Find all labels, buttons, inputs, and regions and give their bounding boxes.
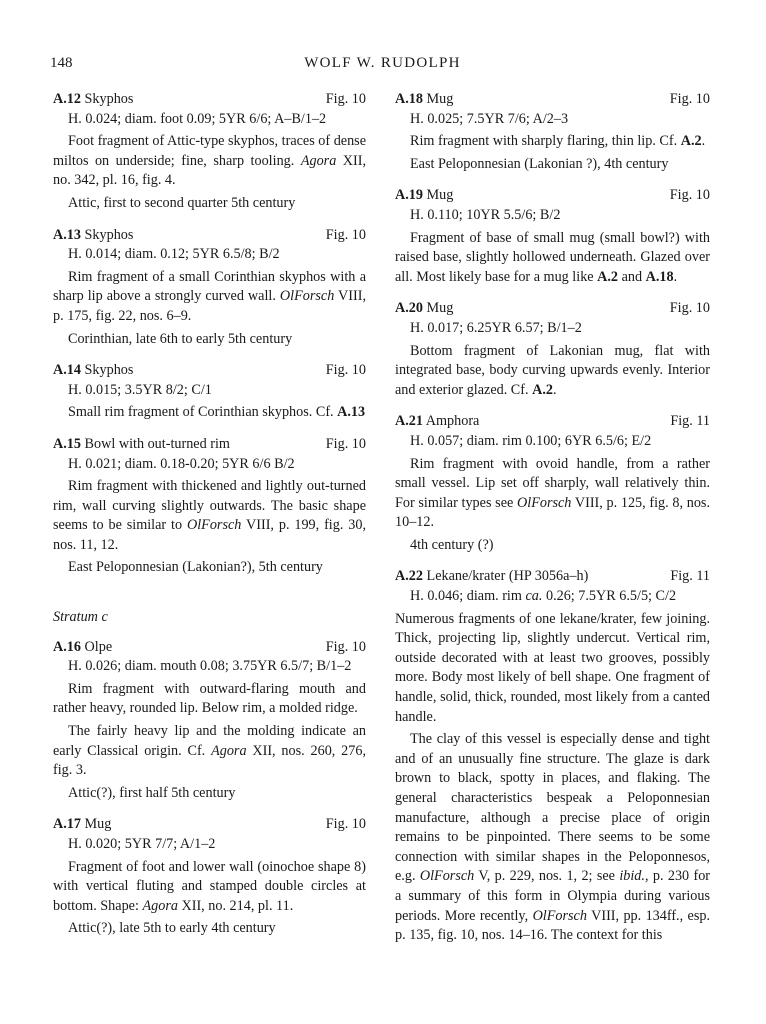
entry-title (53, 435, 366, 455)
catalog-entry-a13 (53, 226, 366, 350)
entry-number: A.12 (53, 91, 81, 107)
description: Rim fragment with sharply flaring, thin lip. Cf. A.2. (410, 133, 706, 150)
measurements: H. 0.057; diam. rim 0.100; 6YR 6.5/6; E/2 (410, 432, 652, 449)
entry-title (53, 226, 366, 246)
figure-ref: Fig. 10 (325, 362, 366, 379)
entry-name: Skyphos (84, 91, 134, 107)
figure-ref: Fig. 11 (670, 413, 710, 430)
description: Rim fragment with ovoid handle, from a rather small vessel. Lip set off sharply, wall relatively thin. For similar types see OlForsch VIII, p. 125, fig. 8, nos. 10–12. (395, 455, 710, 531)
entry-name: Bowl with out-turned rim (84, 435, 230, 452)
figure-ref: Fig. 10 (669, 300, 710, 317)
entry-title (53, 90, 366, 110)
entry-title (395, 412, 710, 432)
description: Fragment of base of small mug (small bowl?) with raised base, slightly hollowed underneath. Glazed over all. Most likely base for a mug like A.2 and A.18. (395, 229, 710, 285)
page-number: 148 (50, 55, 73, 71)
catalog-entry-a16 (53, 638, 366, 804)
entry-title (395, 299, 710, 319)
measurements: H. 0.024; diam. foot 0.09; 5YR 6/6; A–B/1–2 (68, 110, 327, 127)
description: Rim fragment with outward-flaring mouth and rather heavy, rounded lip. Below rim, a molded ridge. (53, 680, 366, 717)
catalog-entry-a14 (53, 361, 366, 423)
measurements: H. 0.014; diam. 0.12; 5YR 6.5/8; B/2 (68, 246, 280, 263)
entry-number: A.13 (53, 226, 81, 243)
dating: Attic(?), first half 5th century (68, 784, 236, 801)
entry-number: A.22 (395, 568, 423, 585)
dating: East Peloponnesian (Lakonian?), 5th century (68, 559, 323, 576)
measurements: H. 0.020; 5YR 7/7; A/1–2 (68, 836, 216, 852)
entry-name: Skyphos (84, 226, 134, 243)
figure-ref: Fig. 10 (325, 638, 366, 655)
entry-name: Mug (426, 300, 454, 317)
catalog-entry-a18 (395, 90, 710, 174)
description: Numerous fragments of one lekane/krater, few joining. Thick, projecting lip, slightly undercut. Vertical rim, outside decorated with at least two grooves, possibly more. Body most likely of bell shape. One fragment of handle, solid, thick, rounded, most likely from a canted handle. (395, 610, 710, 725)
commentary: The clay of this vessel is especially dense and tight and of an unusually fine structure. The glaze is dark brown to black, spotty in places, and flaking. The general characteristics bespeak a Peloponnesian manufacture, although a precise place of origin remains to be pinpointed. There seems to be some connection with similar shapes in the Peloponnesos, e.g. OlForsch V, p. 229, nos. 1, 2; see ibid., p. 230 for a summary of this form in Olympia during various periods. More recently, OlForsch VIII, pp. 134ff., esp. p. 135, fig. 10, nos. 14–16. The context for this (395, 731, 711, 944)
entry-name: Amphora (425, 413, 480, 430)
entry-title (53, 638, 366, 658)
figure-ref: Fig. 10 (325, 435, 366, 452)
catalog-entry-a17 (53, 815, 366, 939)
right-column (395, 90, 710, 958)
entry-number: A.20 (395, 300, 423, 317)
measurements: H. 0.026; diam. mouth 0.08; 3.75YR 6.5/7; B/1–2 (68, 658, 352, 675)
entry-number: A.17 (53, 816, 81, 833)
entry-name: Mug (426, 187, 454, 204)
catalog-entry-a19 (395, 186, 710, 287)
description: Small rim fragment of Corinthian skyphos. Cf. A.13 (68, 404, 366, 421)
measurements: H. 0.017; 6.25YR 6.57; B/1–2 (410, 319, 582, 336)
entry-number: A.19 (395, 187, 423, 204)
description: Fragment of foot and lower wall (oinochoe shape 8) with vertical fluting and stamped double circles at bottom. Shape: Agora XII, no. 214, pl. 11. (53, 858, 366, 914)
entry-name: Mug (84, 816, 112, 833)
description: Bottom fragment of Lakonian mug, flat with integrated base, body curving upwards evenly. Interior and exterior glazed. Cf. A.2. (395, 342, 710, 398)
entry-number: A.18 (395, 91, 423, 107)
figure-ref: Fig. 10 (669, 91, 710, 107)
entry-number: A.21 (395, 413, 423, 430)
section-heading: Stratum c (53, 609, 108, 626)
entry-number: A.14 (53, 362, 81, 379)
figure-ref: Fig. 10 (325, 816, 366, 833)
dating: 4th century (?) (410, 536, 494, 553)
entry-name: Skyphos (84, 362, 134, 379)
dating: Attic, first to second quarter 5th century (68, 194, 296, 211)
entry-title (53, 815, 366, 835)
description: Rim fragment of a small Corinthian skyphos with a sharp lip above a strongly curved wall. OlForsch VIII, p. 175, fig. 22, nos. 6–9. (53, 268, 366, 324)
entry-name: Mug (426, 91, 454, 107)
measurements: H. 0.015; 3.5YR 8/2; C/1 (68, 381, 212, 398)
page-header (50, 55, 715, 77)
figure-ref: Fig. 10 (325, 226, 366, 243)
entry-number: A.16 (53, 638, 81, 655)
figure-ref: Fig. 10 (669, 187, 710, 204)
entry-name: Lekane/krater (HP 3056a–h) (426, 568, 589, 585)
description: Foot fragment of Attic-type skyphos, traces of dense miltos on underside; fine, sharp tooling. Agora XII, no. 342, pl. 16, fig. 4. (53, 133, 367, 189)
figure-ref: Fig. 11 (670, 568, 710, 585)
measurements: H. 0.025; 7.5YR 7/6; A/2–3 (410, 110, 569, 127)
left-column (53, 90, 366, 951)
measurements: H. 0.110; 10YR 5.5/6; B/2 (410, 206, 561, 223)
description: Rim fragment with thickened and lightly out-turned rim, wall curving slightly outwards. The basic shape seems to be similar to OlForsch VIII, p. 199, fig. 30, nos. 11, 12. (53, 478, 367, 553)
catalog-entry-a21 (395, 412, 710, 555)
entry-title (53, 361, 366, 381)
measurements: H. 0.046; diam. rim ca. 0.26; 7.5YR 6.5/5; C/2 (410, 588, 677, 605)
catalog-entry-a15 (53, 435, 366, 578)
entry-name: Olpe (84, 638, 113, 655)
commentary: The fairly heavy lip and the molding indicate an early Classical origin. Cf. Agora XII, nos. 260, 276, fig. 3. (53, 723, 366, 779)
entry-title (395, 90, 710, 110)
measurements: H. 0.021; diam. 0.18-0.20; 5YR 6/6 B/2 (68, 455, 295, 472)
dating: Corinthian, late 6th to early 5th century (68, 330, 293, 347)
dating: East Peloponnesian (Lakonian ?), 4th century (410, 155, 669, 172)
catalog-entry-a22 (395, 567, 710, 945)
running-head: WOLF W. RUDOLPH (304, 55, 461, 71)
catalog-entry-a12 (53, 90, 366, 214)
entry-number: A.15 (53, 435, 81, 452)
dating: Attic(?), late 5th to early 4th century (68, 920, 276, 937)
entry-title (395, 186, 710, 206)
entry-title (395, 567, 710, 587)
catalog-entry-a20 (395, 299, 710, 400)
figure-ref: Fig. 10 (325, 91, 366, 107)
